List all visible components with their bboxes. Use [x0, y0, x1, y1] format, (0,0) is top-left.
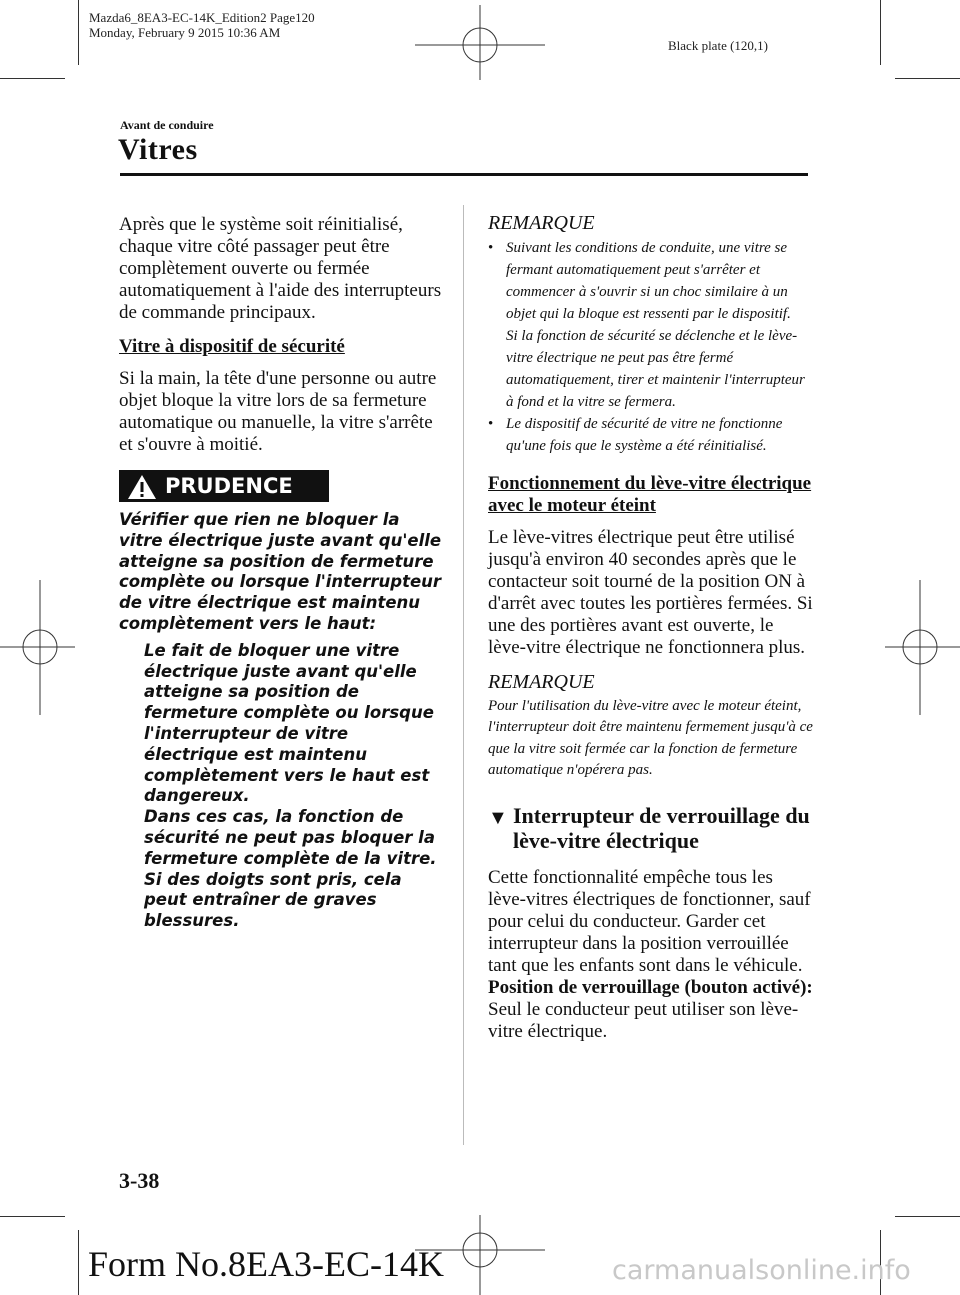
caution-heading: Vérifier que rien ne bloquer la vitre électrique juste avant qu'elle atteigne sa position de fermeture complète ou lorsque l'interrupteur de vitre électrique est maintenu complètement vers le haut: [119, 510, 442, 633]
watermark: carmanualsonline.info [612, 1255, 911, 1286]
crop-mark [0, 78, 65, 79]
triangle-bullet-icon: ▼ [488, 807, 508, 830]
plate-info: Black plate (120,1) [668, 38, 768, 53]
file-line: Mazda6_8EA3-EC-14K_Edition2 Page120 [89, 10, 315, 25]
remark-item-text: Suivant les conditions de conduite, une vitre se fermant automatiquement peut s'arrêter et commencer à s'ouvrir si un choc similaire à un objet qui la bloque est ressenti par le dispositif. [506, 240, 791, 322]
lock-switch-heading [488, 803, 813, 853]
registration-mark-right [885, 580, 960, 715]
warning-icon [127, 474, 157, 500]
section-label: Avant de conduire [120, 118, 214, 132]
date-line: Monday, February 9 2015 10:36 AM [89, 25, 281, 40]
page-title: Vitres [118, 133, 198, 166]
caution-body-1: Le fait de bloquer une vitre électrique juste avant qu'elle atteigne sa position de fermeture complète ou lorsque l'interrupteur de vitre électrique est maintenu complètement vers le haut est dangereux. [144, 640, 434, 806]
lock-position-label: Position de verrouillage (bouton activé): [488, 977, 813, 999]
lock-switch-heading-text: Interrupteur de verrouillage du lève-vitre électrique [513, 803, 810, 854]
registration-mark-left [0, 580, 75, 715]
lock-paragraph: Cette fonctionnalité empêche tous les lève-vitres électriques de fonctionner, sauf pour celui du conducteur. Garder cet interrupteur dans la position verrouillée tant que les enfants sont dans le véhicule. [488, 867, 811, 977]
crop-mark [78, 1230, 79, 1295]
bullet-icon: • [488, 240, 494, 256]
print-file-info [89, 10, 315, 40]
crop-mark [0, 1216, 65, 1217]
caution-banner [119, 470, 444, 502]
engine-off-paragraph: Le lève-vitres électrique peut être utilisé jusqu'à environ 40 secondes après que le contacteur soit tourné de la position ON à d'arrêt avec toutes les portières fermées. Si une des portières avant est ouverte, le lève-vitre électrique ne fonctionnera plus. [488, 527, 813, 658]
column-divider [463, 205, 464, 1145]
registration-mark-top [415, 5, 545, 80]
caution-body-2: Dans ces cas, la fonction de sécurité ne peut pas bloquer la fermeture complète de la vitre. Si des doigts sont pris, cela peut entraîner de graves blessures. [144, 807, 437, 931]
remark-item-text: Le dispositif de sécurité de vitre ne fonctionne qu'une fois que le système a été réinitialisé. [506, 416, 783, 454]
engine-off-heading: Fonctionnement du lève-vitre électrique avec le moteur éteint [488, 473, 812, 516]
page-number: 3-38 [119, 1168, 160, 1193]
crop-mark [895, 78, 960, 79]
remark-paragraph: Pour l'utilisation du lève-vitre avec le moteur éteint, l'interrupteur doit être maintenu fermement jusqu'à ce que la vitre soit fermée car la fonction de fermeture automatique n'opérera pas. [488, 698, 813, 778]
caution-label: PRUDENCE [165, 474, 293, 498]
safety-heading: Vitre à dispositif de sécurité [119, 336, 345, 357]
bullet-icon: • [488, 416, 494, 432]
remark-item [488, 413, 813, 457]
left-column [119, 214, 444, 932]
remark-title-2: REMARQUE [488, 671, 595, 693]
crop-mark [895, 1216, 960, 1217]
right-column [488, 212, 813, 1043]
remark-title-1: REMARQUE [488, 212, 595, 234]
crop-mark [880, 0, 881, 65]
lock-position-text: Seul le conducteur peut utiliser son lève-vitre électrique. [488, 999, 799, 1043]
crop-mark [78, 0, 79, 65]
caution-label-box [119, 470, 329, 502]
title-rule [120, 173, 808, 176]
remark-item-text: Si la fonction de sécurité se déclenche et le lève-vitre électrique ne peut pas être fermé automatiquement, tirer et maintenir l'interrupteur à fond et la vitre se fermera. [506, 328, 805, 410]
remark-item [488, 237, 813, 413]
intro-paragraph: Après que le système soit réinitialisé, chaque vitre côté passager peut être complètement ouverte ou fermée automatiquement à l'aide des interrupteurs de commande principaux. [119, 214, 442, 323]
form-number: Form No.8EA3-EC-14K [88, 1244, 444, 1284]
safety-paragraph: Si la main, la tête d'une personne ou autre objet bloque la vitre lors de sa fermeture automatique ou manuelle, la vitre s'arrête et s'ouvre à moitié. [119, 368, 437, 455]
